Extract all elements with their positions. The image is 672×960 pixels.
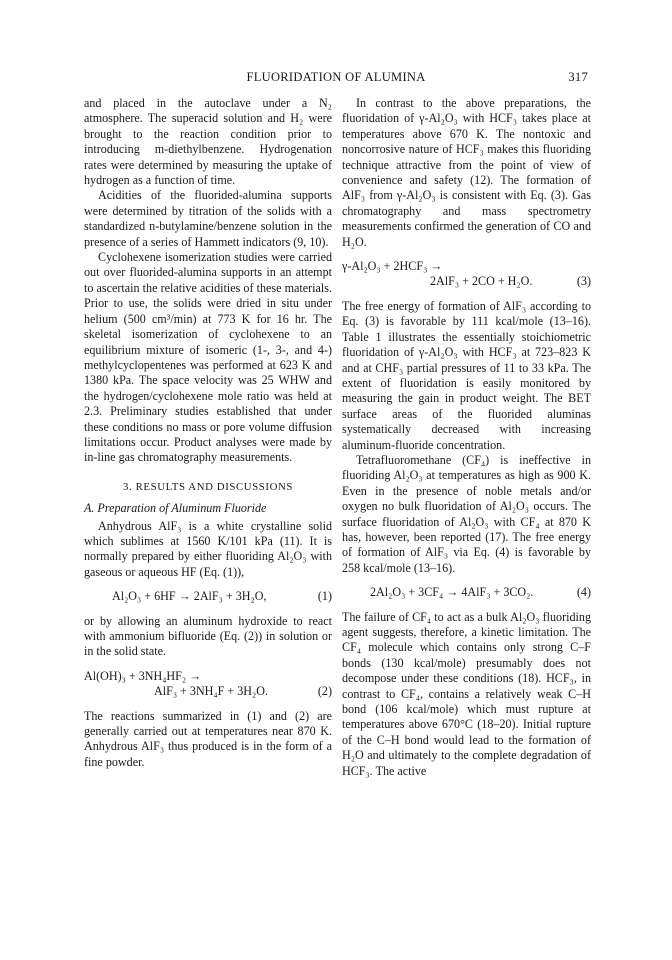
equation-text: 2Al₂O₃ + 3CF₄ → 4AlF₃ + 3CO₂. (370, 585, 534, 600)
paragraph: In contrast to the above preparations, the fluoridation of γ-Al₂O₃ with HCF₃ takes place at temperatures above 670 K. The nontoxic and noncorrosive nature of HCF₃ makes this fluoriding technique attractive from the point of view of convenience and safety (12). The formation of AlF₃ from γ-Al₂O₃ is consistent with Eq. (3). Gas chromatography and mass spectrometry measurements confirmed the generation of CO and H₂O. (342, 96, 591, 249)
running-head (84, 70, 588, 90)
equation-1 (84, 589, 332, 604)
page-number: 317 (568, 70, 588, 84)
left-column (84, 96, 332, 770)
equation-line: γ-Al₂O₃ + 2HCF₃ → (342, 259, 443, 274)
paragraph: Tetrafluoromethane (CF₄) is ineffective in fluoriding Al₂O₃ at temperatures as high as 900 K. Even in the presence of noble metals and/or oxygen no bulk fluoridation of Al₂O₃ occurs. The surface fluoridation of Al₂O₃ with CF₄ at 870 K has, however, been reported (17). The free energy of formation of AlF₃ via Eq. (4) is favorable by 258 kcal/mole (13–16). (342, 452, 591, 575)
paragraph: The failure of CF₄ to act as a bulk Al₂O₃ fluoriding agent suggests, therefore, a kinetic limitation. The CF₄ molecule which contains only strong C–F bonds (130 kcal/mole) presumably does not decompose under these conditions (18). HCF₃, in contrast to CF₄, contains a relatively weak C–H bond (106 kcal/mole) which must rupture at temperatures above 670°C (18–20). Initial rupture of the C–H bond would lead to the formation of H₂O and ultimately to the complete degradation of HCF₃. The active (342, 609, 591, 778)
paragraph: Acidities of the fluorided-alumina supports were determined by titration of the solids with a standardized n-butylamine/benzene solution in the presence of a series of Hammett indicators (9, 10). (84, 188, 332, 249)
right-column (342, 96, 591, 779)
running-head-title: FLUORIDATION OF ALUMINA (246, 70, 426, 84)
paragraph: The free energy of formation of AlF₃ according to Eq. (3) is favorable by 111 kcal/mole (13–16). Table 1 illustrates the essentially stoichiometric fluoridation of γ-Al₂O₃ with HCF₃ at 723–823 K and at CHF₃ partial pressures of 11 to 33 kPa. The extent of fluoridation is easily monitored by measuring the gain in product weight. The BET surface areas of the fluorided aluminas systematically decreased with increasing aluminum-fluoride concentration. (342, 298, 591, 452)
equation-number: (1) (317, 589, 332, 604)
equation-4 (342, 585, 591, 600)
section-heading: 3. RESULTS AND DISCUSSIONS (123, 480, 293, 493)
equation-line: 2AlF₃ + 2CO + H₂O. (430, 274, 533, 289)
paragraph: and placed in the autoclave under a N₂ atmosphere. The superacid solution and H₂ were brought to the reaction condition prior to introducing m-diethylbenzene. Hydrogenation rates were determined by measuring the uptake of hydrogen as a function of time. (84, 96, 332, 188)
equation-line: AlF₃ + 3NH₄F + 3H₂O. (154, 684, 268, 699)
paragraph: Cyclohexene isomerization studies were carried out over fluorided-alumina supports in an attempt to ascertain the relative acidities of these materials. Prior to use, the solids were dried in situ under helium (500 cm³/min) at 773 K for 16 hr. The skeletal isomerization of cyclohexene to an equilibrium mixture of isomeric (1-, 3-, and 4-) methylcyclopentenes was performed at 623 K and 1380 kPa. The space velocity was 25 WHW and the hydrogen/cyclohexene mole ratio was held at 2.3. Preliminary studies established that under these conditions no mass or pore volume diffusion limitations occur. Product analyses were made by in-line gas chromatography measurements. (84, 250, 332, 465)
equation-line: Al(OH)₃ + 3NH₄HF₂ → (84, 668, 202, 683)
equation-number: (4) (576, 585, 591, 600)
equation-number: (2) (317, 684, 332, 699)
subsection-heading: A. Preparation of Aluminum Fluoride (84, 501, 267, 516)
paragraph: Anhydrous AlF₃ is a white crystalline solid which sublimes at 1560 K/101 kPa (11). It is normally prepared by either fluoriding Al₂O₃ with gaseous or aqueous HF (Eq. (1)), (84, 518, 332, 579)
equation-2 (84, 669, 332, 700)
equation-text: Al₂O₃ + 6HF → 2AlF₃ + 3H₂O, (112, 589, 267, 604)
equation-number: (3) (576, 274, 591, 289)
equation-3 (342, 259, 591, 290)
paragraph: or by allowing an aluminum hydroxide to react with ammonium bifluoride (Eq. (2)) in solution or in the solid state. (84, 613, 332, 659)
paragraph: The reactions summarized in (1) and (2) are generally carried out at temperatures near 870 K. Anhydrous AlF₃ thus produced is in the form of a fine powder. (84, 708, 332, 769)
